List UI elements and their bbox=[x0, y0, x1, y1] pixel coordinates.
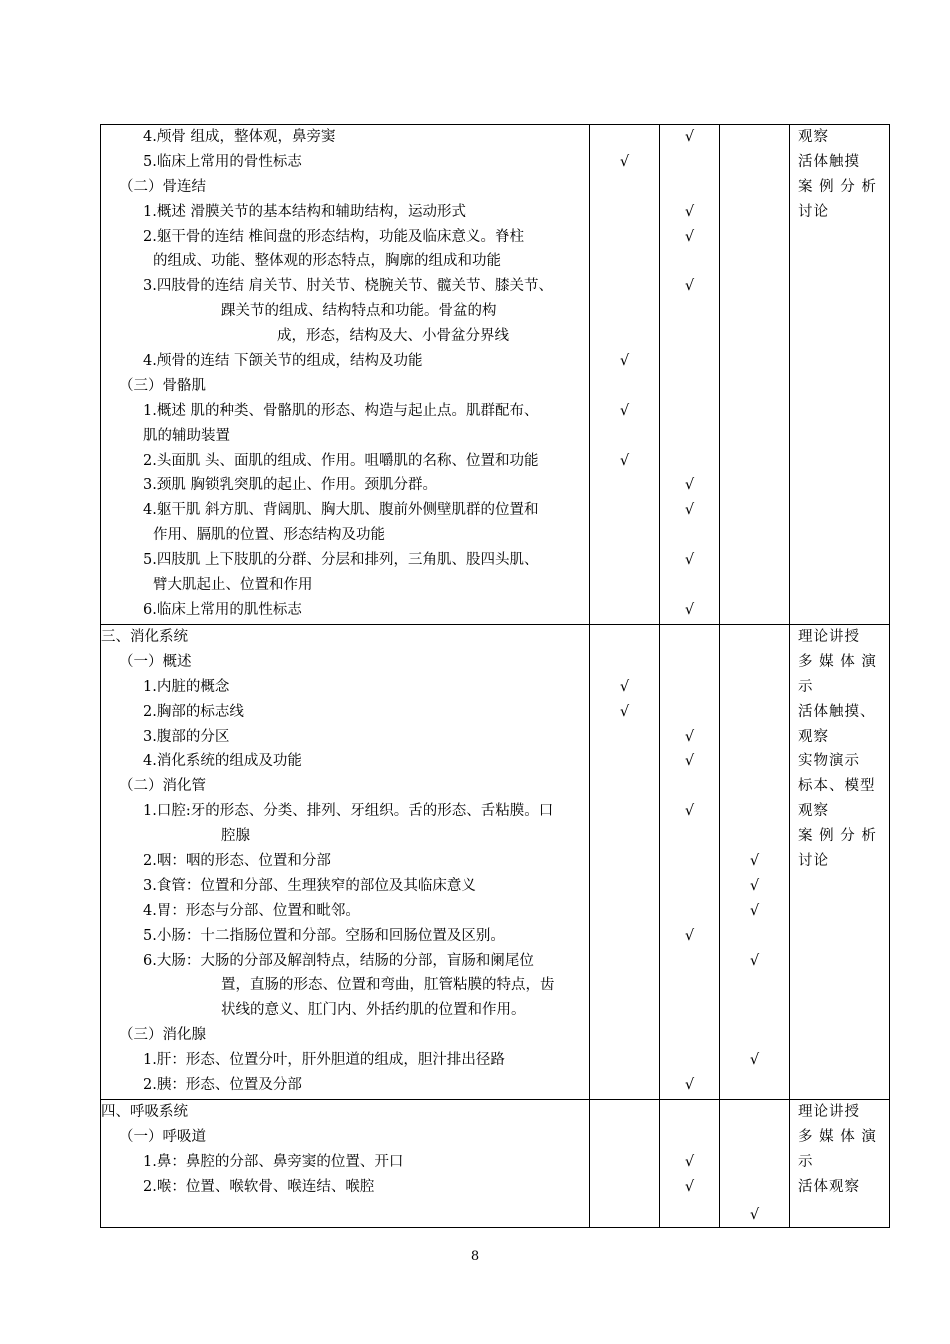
check-mark bbox=[590, 249, 659, 274]
method-line: 观察 bbox=[798, 129, 829, 145]
check-mark: √ bbox=[619, 452, 630, 469]
cell-col4 bbox=[720, 1100, 790, 1228]
method-line: 案 例 分 析 bbox=[798, 828, 877, 845]
check-mark bbox=[660, 849, 719, 874]
check-mark: √ bbox=[749, 1052, 760, 1069]
check-mark: √ bbox=[619, 153, 630, 170]
check-mark bbox=[590, 774, 659, 799]
check-mark bbox=[590, 424, 659, 449]
check-mark: √ bbox=[684, 228, 695, 245]
check-mark bbox=[660, 424, 719, 449]
check-mark bbox=[660, 449, 719, 474]
check-mark bbox=[720, 1023, 789, 1048]
content-line: 6.临床上常用的肌性标志 bbox=[143, 601, 302, 618]
check-mark bbox=[660, 150, 719, 175]
method-line: 多 媒 体 演 bbox=[798, 653, 877, 670]
content-line: 2.胰：形态、位置及分部 bbox=[143, 1077, 302, 1094]
check-mark bbox=[590, 725, 659, 750]
cell-col2 bbox=[590, 625, 660, 1100]
content-line: 4.躯干肌 斜方肌、背阔肌、胸大肌、腹前外侧壁肌群的位置和 bbox=[143, 502, 539, 519]
content-line: 4.颅骨 组成，整体观，鼻旁窦 bbox=[143, 129, 336, 145]
check-mark: √ bbox=[619, 353, 630, 370]
check-mark bbox=[660, 949, 719, 974]
check-mark bbox=[590, 1073, 659, 1098]
check-mark: √ bbox=[749, 952, 760, 969]
check-mark bbox=[590, 625, 659, 650]
check-mark: √ bbox=[749, 1206, 760, 1223]
check-mark bbox=[660, 1023, 719, 1048]
check-mark: √ bbox=[684, 552, 695, 569]
check-mark bbox=[660, 175, 719, 200]
content-line: 四、呼吸系统 bbox=[101, 1104, 188, 1120]
check-mark bbox=[590, 1100, 659, 1125]
content-line: 4.颅骨的连结 下颌关节的组成，结构及功能 bbox=[143, 353, 423, 370]
check-mark bbox=[660, 399, 719, 424]
check-mark bbox=[590, 949, 659, 974]
cell-col3 bbox=[660, 625, 720, 1100]
method-line: 理论讲授 bbox=[798, 629, 860, 645]
check-mark bbox=[720, 998, 789, 1023]
check-mark bbox=[720, 1153, 789, 1178]
check-mark bbox=[590, 374, 659, 399]
check-mark bbox=[590, 1048, 659, 1073]
method-line: 讨论 bbox=[798, 203, 829, 220]
check-mark bbox=[590, 650, 659, 675]
content-line: （一）呼吸道 bbox=[119, 1128, 206, 1145]
check-mark bbox=[590, 799, 659, 824]
content-line: （三）骨骼肌 bbox=[119, 377, 206, 394]
content-line: （二）骨连结 bbox=[119, 178, 206, 195]
check-mark bbox=[720, 774, 789, 799]
content-line: 1.概述 滑膜关节的基本结构和辅助结构，运动形式 bbox=[143, 203, 466, 220]
check-mark bbox=[660, 1048, 719, 1073]
section-row bbox=[101, 625, 890, 1100]
check-mark bbox=[660, 523, 719, 548]
content-line: 臂大肌起止、位置和作用 bbox=[153, 577, 313, 594]
content-line: 作用、膈肌的位置、形态结构及功能 bbox=[153, 527, 385, 544]
check-mark bbox=[660, 675, 719, 700]
check-mark bbox=[720, 725, 789, 750]
content-line: 3.四肢骨的连结 肩关节、肘关节、桡腕关节、髋关节、膝关节、 bbox=[143, 278, 553, 295]
content-line: 4.胃：形态与分部、位置和毗邻。 bbox=[143, 902, 360, 919]
method-line: 示 bbox=[798, 1153, 814, 1170]
method-line: 案 例 分 析 bbox=[798, 178, 877, 195]
content-line: 2.头面肌 头、面肌的组成、作用。咀嚼肌的名称、位置和功能 bbox=[143, 452, 539, 469]
check-mark: √ bbox=[684, 601, 695, 618]
check-mark bbox=[720, 1178, 789, 1203]
content-line: 三、消化系统 bbox=[101, 629, 188, 645]
check-mark bbox=[720, 1073, 789, 1098]
check-mark bbox=[590, 473, 659, 498]
content-line: 1.内脏的概念 bbox=[143, 678, 230, 695]
content-line: 2.躯干骨的连结 椎间盘的形态结构，功能及临床意义。脊柱 bbox=[143, 228, 524, 245]
check-mark bbox=[590, 573, 659, 598]
content-line: 2.胸部的标志线 bbox=[143, 703, 244, 720]
content-line: （三）消化腺 bbox=[119, 1027, 206, 1044]
content-line: 的组成、功能、整体观的形态特点，胸廓的组成和功能 bbox=[153, 253, 501, 270]
content-line: 2.咽：咽的形态、位置和分部 bbox=[143, 853, 331, 870]
check-mark bbox=[590, 598, 659, 623]
check-mark bbox=[590, 924, 659, 949]
content-line: 1.口腔:牙的形态、分类、排列、牙组织。舌的形态、舌粘膜。口 bbox=[143, 803, 554, 820]
check-mark: √ bbox=[684, 1077, 695, 1094]
syllabus-table bbox=[100, 124, 890, 1228]
check-mark bbox=[660, 1100, 719, 1125]
method-line: 活体触摸、 bbox=[798, 703, 876, 720]
check-mark bbox=[660, 899, 719, 924]
check-mark bbox=[590, 1023, 659, 1048]
check-mark bbox=[720, 799, 789, 824]
check-mark bbox=[720, 749, 789, 774]
check-mark bbox=[660, 625, 719, 650]
method-line: 实物演示 bbox=[798, 753, 860, 770]
method-line: 活体观察 bbox=[798, 1178, 860, 1195]
check-mark: √ bbox=[684, 803, 695, 820]
check-mark bbox=[720, 924, 789, 949]
check-mark bbox=[660, 874, 719, 899]
check-mark bbox=[660, 650, 719, 675]
check-mark bbox=[720, 824, 789, 849]
content-line: 6.大肠：大肠的分部及解剖特点，结肠的分部，盲肠和阑尾位 bbox=[143, 952, 534, 969]
cell-col3 bbox=[660, 125, 720, 625]
check-mark bbox=[590, 225, 659, 250]
check-mark bbox=[660, 249, 719, 274]
check-mark: √ bbox=[684, 129, 695, 145]
content-line: 腔腺 bbox=[221, 828, 250, 845]
check-mark: √ bbox=[684, 502, 695, 519]
check-mark bbox=[590, 874, 659, 899]
content-line: 状线的意义、肛门内、外括约肌的位置和作用。 bbox=[221, 1002, 526, 1019]
cell-col1 bbox=[101, 625, 590, 1100]
check-mark bbox=[660, 349, 719, 374]
check-mark bbox=[590, 498, 659, 523]
check-mark: √ bbox=[684, 753, 695, 770]
check-mark: √ bbox=[684, 1178, 695, 1195]
check-mark bbox=[590, 998, 659, 1023]
check-mark: √ bbox=[684, 1153, 695, 1170]
check-mark: √ bbox=[749, 877, 760, 894]
check-mark bbox=[660, 374, 719, 399]
check-mark bbox=[590, 200, 659, 225]
content-line: （一）概述 bbox=[119, 653, 192, 670]
cell-col5 bbox=[790, 125, 890, 625]
check-mark bbox=[660, 774, 719, 799]
cell-col4 bbox=[720, 125, 790, 625]
check-mark bbox=[590, 324, 659, 349]
method-line: 活体触摸 bbox=[798, 153, 860, 170]
check-mark: √ bbox=[619, 402, 630, 419]
method-line: 示 bbox=[798, 678, 814, 695]
check-mark: √ bbox=[684, 477, 695, 494]
check-mark bbox=[590, 274, 659, 299]
check-mark bbox=[660, 973, 719, 998]
cell-col1 bbox=[101, 1100, 590, 1228]
section-row bbox=[101, 125, 890, 625]
check-mark: √ bbox=[684, 203, 695, 220]
check-mark bbox=[590, 1125, 659, 1150]
check-mark bbox=[590, 824, 659, 849]
check-mark bbox=[590, 1150, 659, 1175]
content-line: 3.颈肌 胸锁乳突肌的起止、作用。颈肌分群。 bbox=[143, 477, 437, 494]
check-mark bbox=[590, 175, 659, 200]
check-mark: √ bbox=[684, 927, 695, 944]
check-mark bbox=[720, 675, 789, 700]
cell-col2 bbox=[590, 1100, 660, 1228]
method-line: 讨论 bbox=[798, 853, 829, 870]
method-line: 理论讲授 bbox=[798, 1104, 860, 1120]
check-mark: √ bbox=[619, 703, 630, 720]
check-mark bbox=[660, 1125, 719, 1150]
content-line: 1.鼻：鼻腔的分部、鼻旁窦的位置、开口 bbox=[143, 1153, 404, 1170]
cell-col1 bbox=[101, 125, 590, 625]
method-line: 多 媒 体 演 bbox=[798, 1128, 877, 1145]
table-body bbox=[101, 125, 890, 1228]
check-mark bbox=[590, 548, 659, 573]
method-line: 标本、模型 bbox=[798, 778, 876, 795]
cell-col5 bbox=[790, 625, 890, 1100]
content-line: 置，直肠的形态、位置和弯曲，肛管粘膜的特点，齿 bbox=[221, 977, 555, 994]
check-mark: √ bbox=[619, 678, 630, 695]
check-mark bbox=[590, 899, 659, 924]
content-line: 踝关节的组成、结构特点和功能。骨盆的构 bbox=[221, 303, 497, 320]
check-mark: √ bbox=[749, 902, 760, 919]
check-mark bbox=[590, 523, 659, 548]
check-mark bbox=[720, 1103, 789, 1128]
method-line: 观察 bbox=[798, 728, 829, 745]
check-mark bbox=[720, 625, 789, 650]
check-mark bbox=[590, 1175, 659, 1200]
cell-col2 bbox=[590, 125, 660, 625]
cell-col3 bbox=[660, 1100, 720, 1228]
check-mark bbox=[660, 573, 719, 598]
content-line: 5.临床上常用的骨性标志 bbox=[143, 153, 302, 170]
check-mark bbox=[590, 299, 659, 324]
method-line: 观察 bbox=[798, 803, 829, 820]
content-line: 4.消化系统的组成及功能 bbox=[143, 753, 302, 770]
content-line: 3.食管：位置和分部、生理狭窄的部位及其临床意义 bbox=[143, 877, 476, 894]
content-line: 成，形态，结构及大、小骨盆分界线 bbox=[277, 328, 509, 345]
check-mark bbox=[660, 700, 719, 725]
check-mark: √ bbox=[749, 853, 760, 870]
check-mark bbox=[590, 849, 659, 874]
content-line: 2.喉：位置、喉软骨、喉连结、喉腔 bbox=[143, 1178, 375, 1195]
check-mark bbox=[660, 998, 719, 1023]
content-line: （二）消化管 bbox=[119, 778, 206, 795]
check-mark bbox=[590, 125, 659, 150]
check-mark: √ bbox=[684, 728, 695, 745]
content-line: 1.肝：形态、位置分叶，肝外胆道的组成，胆汁排出径路 bbox=[143, 1052, 505, 1069]
check-mark bbox=[720, 700, 789, 725]
cell-col4 bbox=[720, 625, 790, 1100]
content-line: 1.概述 肌的种类、骨骼肌的形态、构造与起止点。肌群配布、 bbox=[143, 402, 539, 419]
check-mark bbox=[720, 973, 789, 998]
check-mark bbox=[720, 1128, 789, 1153]
check-mark bbox=[590, 749, 659, 774]
check-mark bbox=[590, 973, 659, 998]
content-line: 5.四肢肌 上下肢肌的分群、分层和排列，三角肌、股四头肌、 bbox=[143, 552, 539, 569]
content-line: 肌的辅助装置 bbox=[143, 427, 230, 444]
check-mark bbox=[660, 299, 719, 324]
check-mark bbox=[720, 650, 789, 675]
page-number: 8 bbox=[470, 1249, 480, 1264]
content-line: 3.腹部的分区 bbox=[143, 728, 230, 745]
check-mark bbox=[660, 324, 719, 349]
check-mark bbox=[660, 824, 719, 849]
content-line: 5.小肠：十二指肠位置和分部。空肠和回肠位置及区别。 bbox=[143, 927, 505, 944]
check-mark: √ bbox=[684, 278, 695, 295]
cell-col5 bbox=[790, 1100, 890, 1228]
section-row bbox=[101, 1100, 890, 1228]
